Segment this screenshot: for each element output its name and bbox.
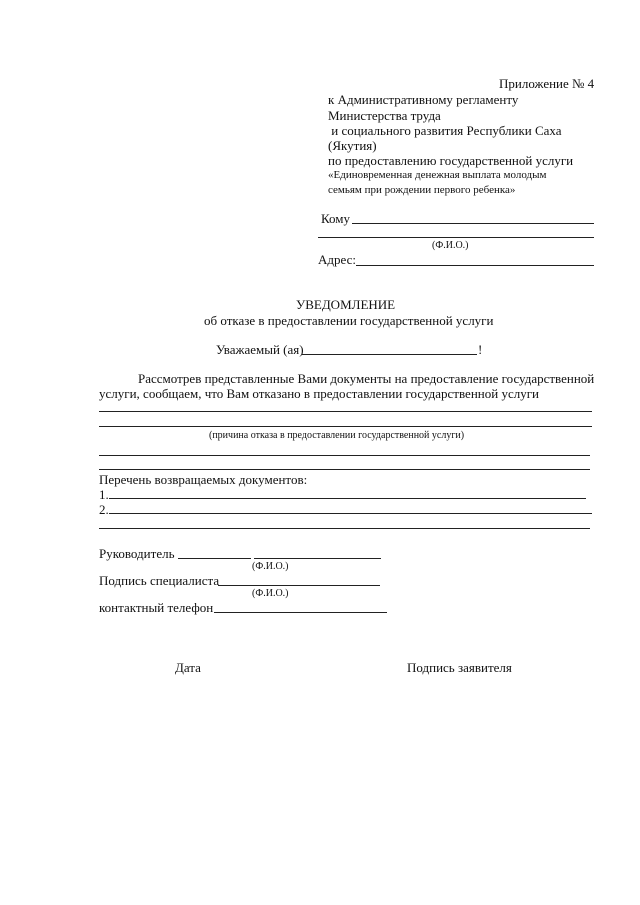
address-field-line[interactable]: [356, 265, 594, 266]
greeting-end: !: [478, 342, 483, 357]
document-item-line[interactable]: [109, 513, 592, 514]
notice-title: УВЕДОМЛЕНИЕ: [296, 297, 396, 312]
document-item-number: 2.: [99, 502, 109, 517]
greeting-label: Уважаемый (ая): [216, 342, 304, 357]
body-line-2: услуги, сообщаем, что Вам отказано в предоставлении государственной услуги: [99, 386, 539, 401]
specialist-signature-line[interactable]: [218, 585, 380, 586]
specialist-fio-caption: (Ф.И.О.): [252, 588, 289, 599]
appendix-line: по предоставлению государственной услуги: [328, 153, 574, 168]
appendix-number: Приложение № 4: [499, 76, 595, 91]
greeting-name-line[interactable]: [302, 354, 477, 355]
reason-line-1[interactable]: [99, 411, 592, 412]
document-item-line[interactable]: [109, 498, 586, 499]
document-item-number: 1.: [99, 487, 109, 502]
appendix-line: семьям при рождении первого ребенка»: [328, 184, 516, 196]
head-name-line[interactable]: [254, 558, 381, 559]
address-label: Адрес:: [318, 252, 356, 267]
fio-caption: (Ф.И.О.): [432, 240, 469, 251]
to-field-line-2[interactable]: [318, 237, 594, 238]
document-extra-line[interactable]: [99, 528, 590, 529]
phone-label: контактный телефон: [99, 600, 214, 615]
body-line-1: Рассмотрев представленные Вами документы на предоставление государственной: [138, 371, 595, 386]
reason-line-4[interactable]: [99, 469, 590, 470]
phone-field-line[interactable]: [214, 612, 387, 613]
to-label: Кому: [321, 211, 351, 226]
appendix-line: Министерства труда: [328, 108, 441, 123]
reason-line-2[interactable]: [99, 426, 592, 427]
to-field-line[interactable]: [352, 223, 594, 224]
appendix-line: к Административному регламенту: [328, 92, 519, 107]
head-label: Руководитель: [99, 546, 175, 561]
appendix-line: и социального развития Республики Саха: [328, 123, 562, 138]
notice-subtitle: об отказе в предоставлении государственной услуги: [204, 313, 494, 328]
head-signature-line[interactable]: [178, 558, 251, 559]
reason-caption: (причина отказа в предоставлении государственной услуги): [209, 430, 465, 441]
applicant-signature-label: Подпись заявителя: [407, 660, 512, 675]
specialist-label: Подпись специалиста: [99, 573, 220, 588]
documents-heading: Перечень возвращаемых документов:: [99, 472, 308, 487]
reason-line-3[interactable]: [99, 455, 590, 456]
appendix-line: (Якутия): [328, 138, 377, 153]
head-fio-caption: (Ф.И.О.): [252, 561, 289, 572]
date-label: Дата: [175, 660, 201, 675]
appendix-line: «Единовременная денежная выплата молодым: [328, 169, 547, 181]
